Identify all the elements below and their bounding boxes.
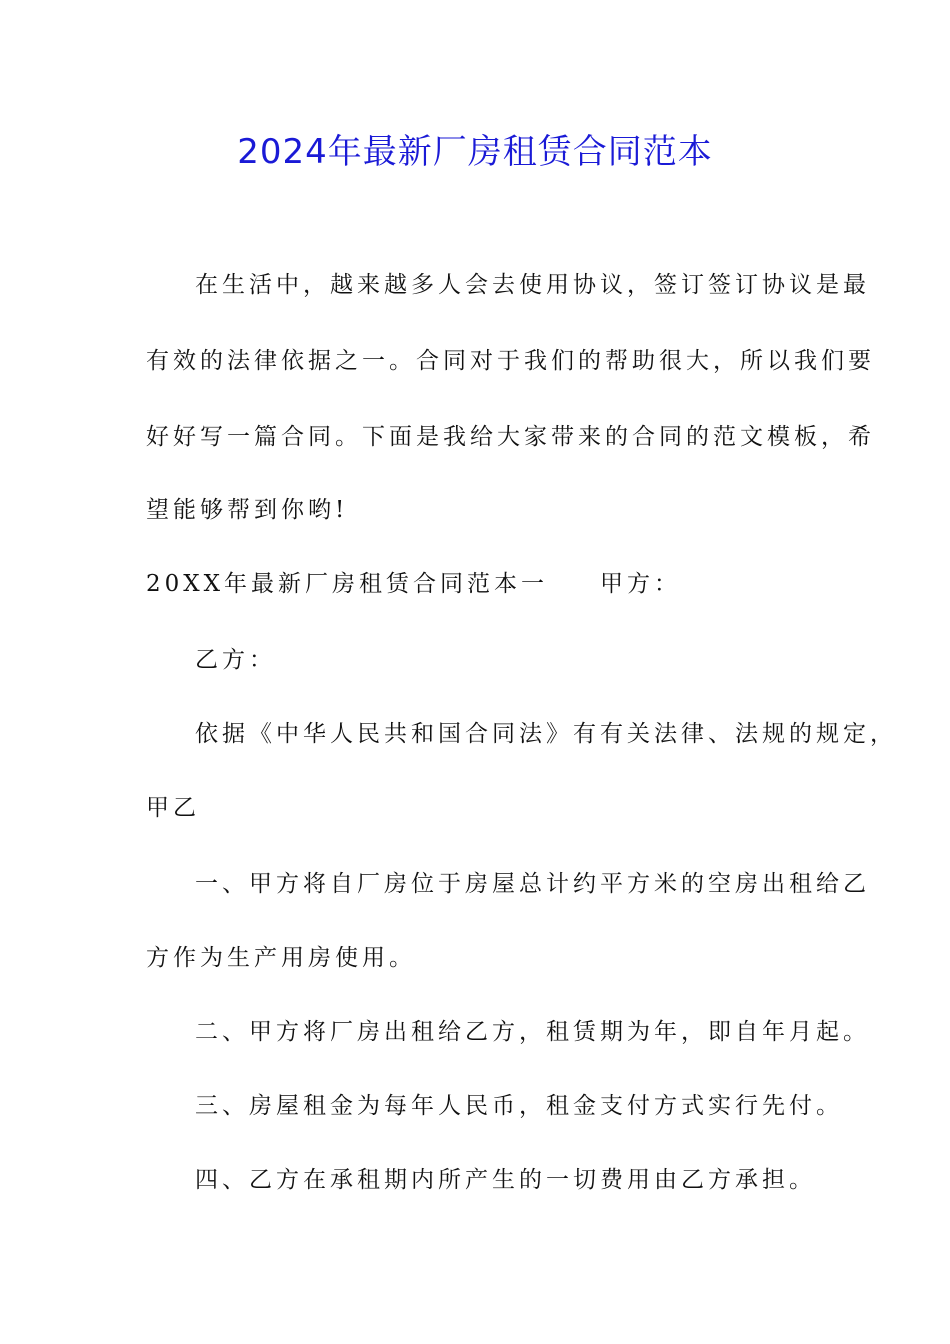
intro-line-4: 望能够帮到你哟! bbox=[146, 497, 349, 523]
section-heading-row bbox=[146, 569, 681, 599]
basis-line-2: 甲乙 bbox=[146, 795, 200, 821]
clause-1-line-1: 一、甲方将自厂房位于房屋总计约平方米的空房出租给乙 bbox=[195, 871, 870, 897]
intro-line-2: 有效的法律依据之一。合同对于我们的帮助很大，所以我们要 bbox=[146, 348, 875, 374]
clause-4: 四、乙方在承租期内所产生的一切费用由乙方承担。 bbox=[195, 1167, 816, 1193]
party-a-label: 甲方： bbox=[600, 571, 682, 597]
clause-1-line-2: 方作为生产用房使用。 bbox=[146, 945, 416, 971]
intro-line-3: 好好写一篇合同。下面是我给大家带来的合同的范文模板，希 bbox=[146, 424, 875, 450]
clause-2: 二、甲方将厂房出租给乙方，租赁期为年，即自年月起。 bbox=[195, 1019, 870, 1045]
document-title: 2024年最新厂房租赁合同范本 bbox=[237, 132, 713, 172]
clause-3: 三、房屋租金为每年人民币，租金支付方式实行先付。 bbox=[195, 1093, 843, 1119]
party-b-label: 乙方： bbox=[195, 647, 276, 673]
basis-line-1: 依据《中华人民共和国合同法》有有关法律、法规的规定， bbox=[195, 721, 897, 747]
intro-line-1: 在生活中，越来越多人会去使用协议，签订签订协议是最 bbox=[195, 272, 870, 298]
section-heading: 20XX年最新厂房租赁合同范本一 bbox=[146, 571, 549, 597]
